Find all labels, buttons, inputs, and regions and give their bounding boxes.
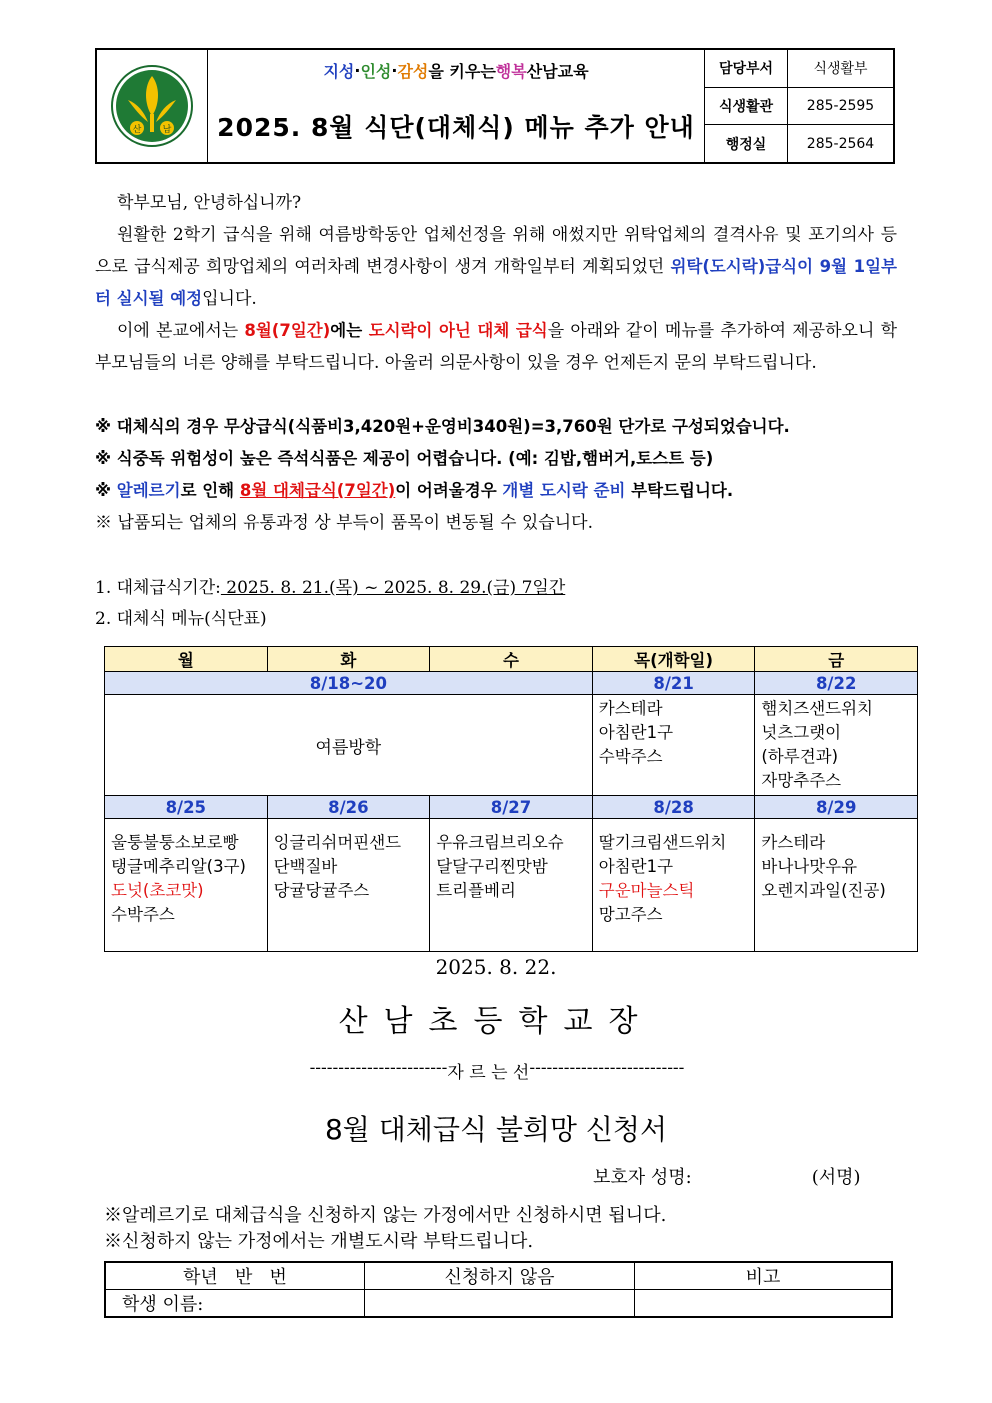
menu-food: 오렌지과일(진공)	[761, 881, 886, 900]
menu-food: 우유크림브리오슈	[436, 833, 564, 852]
note-text: 로 인해	[180, 481, 240, 500]
note-text: 부탁드립니다.	[625, 481, 734, 500]
period-label: 1. 대체급식기간:	[95, 578, 221, 598]
week2-menu-row	[105, 819, 918, 952]
menu-food: 자망추주스	[761, 771, 842, 790]
student-name-field[interactable]: 학생 이름:	[105, 1290, 365, 1318]
day-header: 금	[755, 647, 918, 672]
slogan	[208, 50, 704, 90]
guardian-signature	[593, 1163, 861, 1189]
school-emblem-icon	[110, 64, 194, 148]
form-header-opt-out: 신청하지 않음	[365, 1262, 635, 1290]
principal-name: 산남초등학교장	[338, 1004, 654, 1039]
note-text: 이 어려울경우	[395, 481, 503, 500]
paragraph-1	[95, 219, 897, 315]
note-supply-change: ※ 납품되는 업체의 유통과정 상 부득이 품목이 변동될 수 있습니다.	[95, 513, 594, 533]
menu-food: 트리플베리	[436, 881, 516, 900]
slogan-part: 인성	[360, 61, 392, 81]
vacation-cell: 여름방학	[105, 695, 593, 796]
slogan-part: ·	[354, 60, 361, 80]
period-item	[95, 573, 565, 603]
header-box	[95, 48, 895, 164]
logo-char-right: 남	[162, 125, 172, 135]
cut-line	[117, 1058, 877, 1083]
para2-highlight-meal: 도시락이 아닌 대체 급식	[368, 321, 548, 340]
menu-cell	[592, 819, 755, 952]
cut-dashes: ------------------------	[309, 1058, 448, 1078]
day-header: 화	[267, 647, 430, 672]
form-header-remarks: 비고	[635, 1262, 893, 1290]
menu-food: 딸기크림샌드위치	[598, 833, 727, 852]
menu-food: 망고주스	[598, 905, 663, 924]
guardian-label: 보호자 성명:	[593, 1167, 692, 1188]
document-title: 2025. 8월 식단(대체식) 메뉴 추가 안내	[217, 113, 695, 142]
opt-out-cell[interactable]	[365, 1290, 635, 1318]
menu-cell	[755, 819, 918, 952]
date-cell: 8/18~20	[105, 672, 593, 695]
para1-highlight: 위탁(도시락)급식이 9월 1일부터 실시될 예정	[95, 257, 897, 308]
para2-text: 에는	[330, 321, 369, 340]
day-header: 목(개학일)	[592, 647, 755, 672]
week2-dates-row	[105, 796, 918, 819]
menu-food: 카스테라	[598, 699, 663, 718]
application-form-table	[104, 1261, 893, 1318]
issue-date: 2025. 8. 22.	[435, 955, 557, 979]
menu-cell	[592, 695, 755, 796]
info-value: 285-2564	[806, 135, 875, 152]
form-note: ※알레르기로 대체급식을 신청하지 않는 가정에서만 신청하시면 됩니다.	[104, 1205, 667, 1226]
menu-food: 카스테라	[761, 833, 826, 852]
school-logo	[97, 50, 208, 162]
note-allergy-word: 알레르기	[116, 481, 181, 500]
para2-text: 을 아래와 같이 메뉴를 추가하여 제공하오니 학부모님들의 너른 양해를 부탁드립니다. 아울러 의문사항이 있을 경우 언제든지 문의 부탁드립니다.	[95, 321, 898, 373]
menu-cell	[755, 695, 918, 796]
menu-food: 아침란1구	[598, 723, 674, 742]
menu-food: 달달구리찐맛밤	[436, 857, 548, 876]
note-allergy	[95, 475, 905, 507]
date-cell: 8/29	[755, 796, 918, 819]
menu-food: 아침란1구	[598, 857, 674, 876]
menu-food: 잉글리쉬머핀샌드	[273, 833, 402, 852]
day-header: 수	[430, 647, 593, 672]
info-key: 행정실	[705, 125, 788, 162]
menu-food: (하루견과)	[761, 747, 839, 766]
slogan-part: 산남교육	[526, 61, 589, 81]
date-cell: 8/28	[592, 796, 755, 819]
week1-dates-row	[105, 672, 918, 695]
menu-food: 넛츠그랫이	[761, 723, 842, 742]
para2-text: 이에 본교에서는	[117, 321, 245, 341]
menu-food: 수박주스	[111, 905, 175, 924]
form-title: 8월 대체급식 불희망 신청서	[324, 1113, 668, 1146]
greeting: 학부모님, 안녕하십니까?	[117, 193, 302, 213]
slogan-part: ·	[391, 60, 398, 80]
remarks-cell[interactable]	[635, 1290, 893, 1318]
note-allergy-period: 8월 대체급식(7일간)	[239, 481, 396, 500]
menu-food: 울퉁불퉁소보로빵	[111, 833, 239, 852]
para1-end: 입니다.	[202, 289, 257, 309]
menu-header-row	[105, 647, 918, 672]
sign-label: (서명)	[811, 1167, 861, 1188]
grade-class-number-field[interactable]: 학년 반 번	[105, 1262, 365, 1290]
date-cell: 8/27	[430, 796, 593, 819]
menu-cell	[430, 819, 593, 952]
menu-food: 단백질바	[273, 857, 338, 876]
menu-food: 햄치즈샌드위치	[761, 699, 873, 718]
cut-label: 자 르 는 선	[447, 1063, 530, 1083]
week1-menu-row	[105, 695, 918, 796]
menu-table	[104, 646, 918, 952]
date-cell: 8/25	[105, 796, 268, 819]
slogan-part: 감성	[397, 61, 429, 81]
contact-info	[705, 50, 893, 162]
info-key: 식생활관	[705, 88, 788, 125]
info-key: 담당부서	[705, 50, 788, 87]
slogan-part: 행복	[495, 61, 527, 81]
date-cell: 8/26	[267, 796, 430, 819]
info-value: 식생활부	[813, 61, 868, 78]
menu-food: 당귤당귤주스	[273, 881, 370, 900]
day-header: 월	[105, 647, 268, 672]
form-note: ※신청하지 않는 가정에서는 개별도시락 부탁드립니다.	[104, 1231, 534, 1252]
menu-item-heading: 2. 대체식 메뉴(식단표)	[95, 609, 267, 629]
cut-dashes: ---------------------------	[529, 1058, 685, 1078]
note-allergy-lunchbox: 개별 도시락 준비	[502, 481, 626, 500]
menu-food: 바나나맛우유	[761, 857, 858, 876]
menu-cell	[267, 819, 430, 952]
menu-food: 수박주스	[598, 747, 663, 766]
menu-cell	[105, 819, 268, 952]
note-free-meal: ※ 대체식의 경우 무상급식(식품비3,420원+운영비340원)=3,760원 단가로 구성되었습니다.	[95, 417, 790, 436]
info-value: 285-2595	[806, 98, 875, 114]
date-cell: 8/22	[755, 672, 918, 695]
menu-food: 탱글메추리알(3구)	[111, 857, 246, 876]
note-food-safety: ※ 식중독 위험성이 높은 즉석식품은 제공이 어렵습니다. (예: 김밥,햄버거,토스트 등)	[95, 449, 714, 468]
para1-text: 원활한 2학기 급식을 위해 여름방학동안 업체선정을 위해 애썼지만 위탁업체의 결격사유 및 포기의사 등으로 급식제공 희망업체의 여러차례 변경사항이 생겨 개학일부터 계획되었던	[95, 225, 897, 277]
slogan-part: 지성	[323, 61, 355, 81]
menu-food: 도넛(초코맛)	[111, 881, 204, 900]
logo-char-left: 산	[132, 125, 142, 135]
period-value: 2025. 8. 21.(목) ~ 2025. 8. 29.(금) 7일간	[220, 578, 566, 598]
note-text: ※	[95, 481, 117, 500]
slogan-part: 을 키우는	[428, 61, 496, 81]
paragraph-2	[95, 315, 897, 379]
date-cell: 8/21	[592, 672, 755, 695]
menu-food: 구운마늘스틱	[598, 881, 695, 900]
para2-highlight-days: 8월(7일간)	[244, 321, 331, 340]
